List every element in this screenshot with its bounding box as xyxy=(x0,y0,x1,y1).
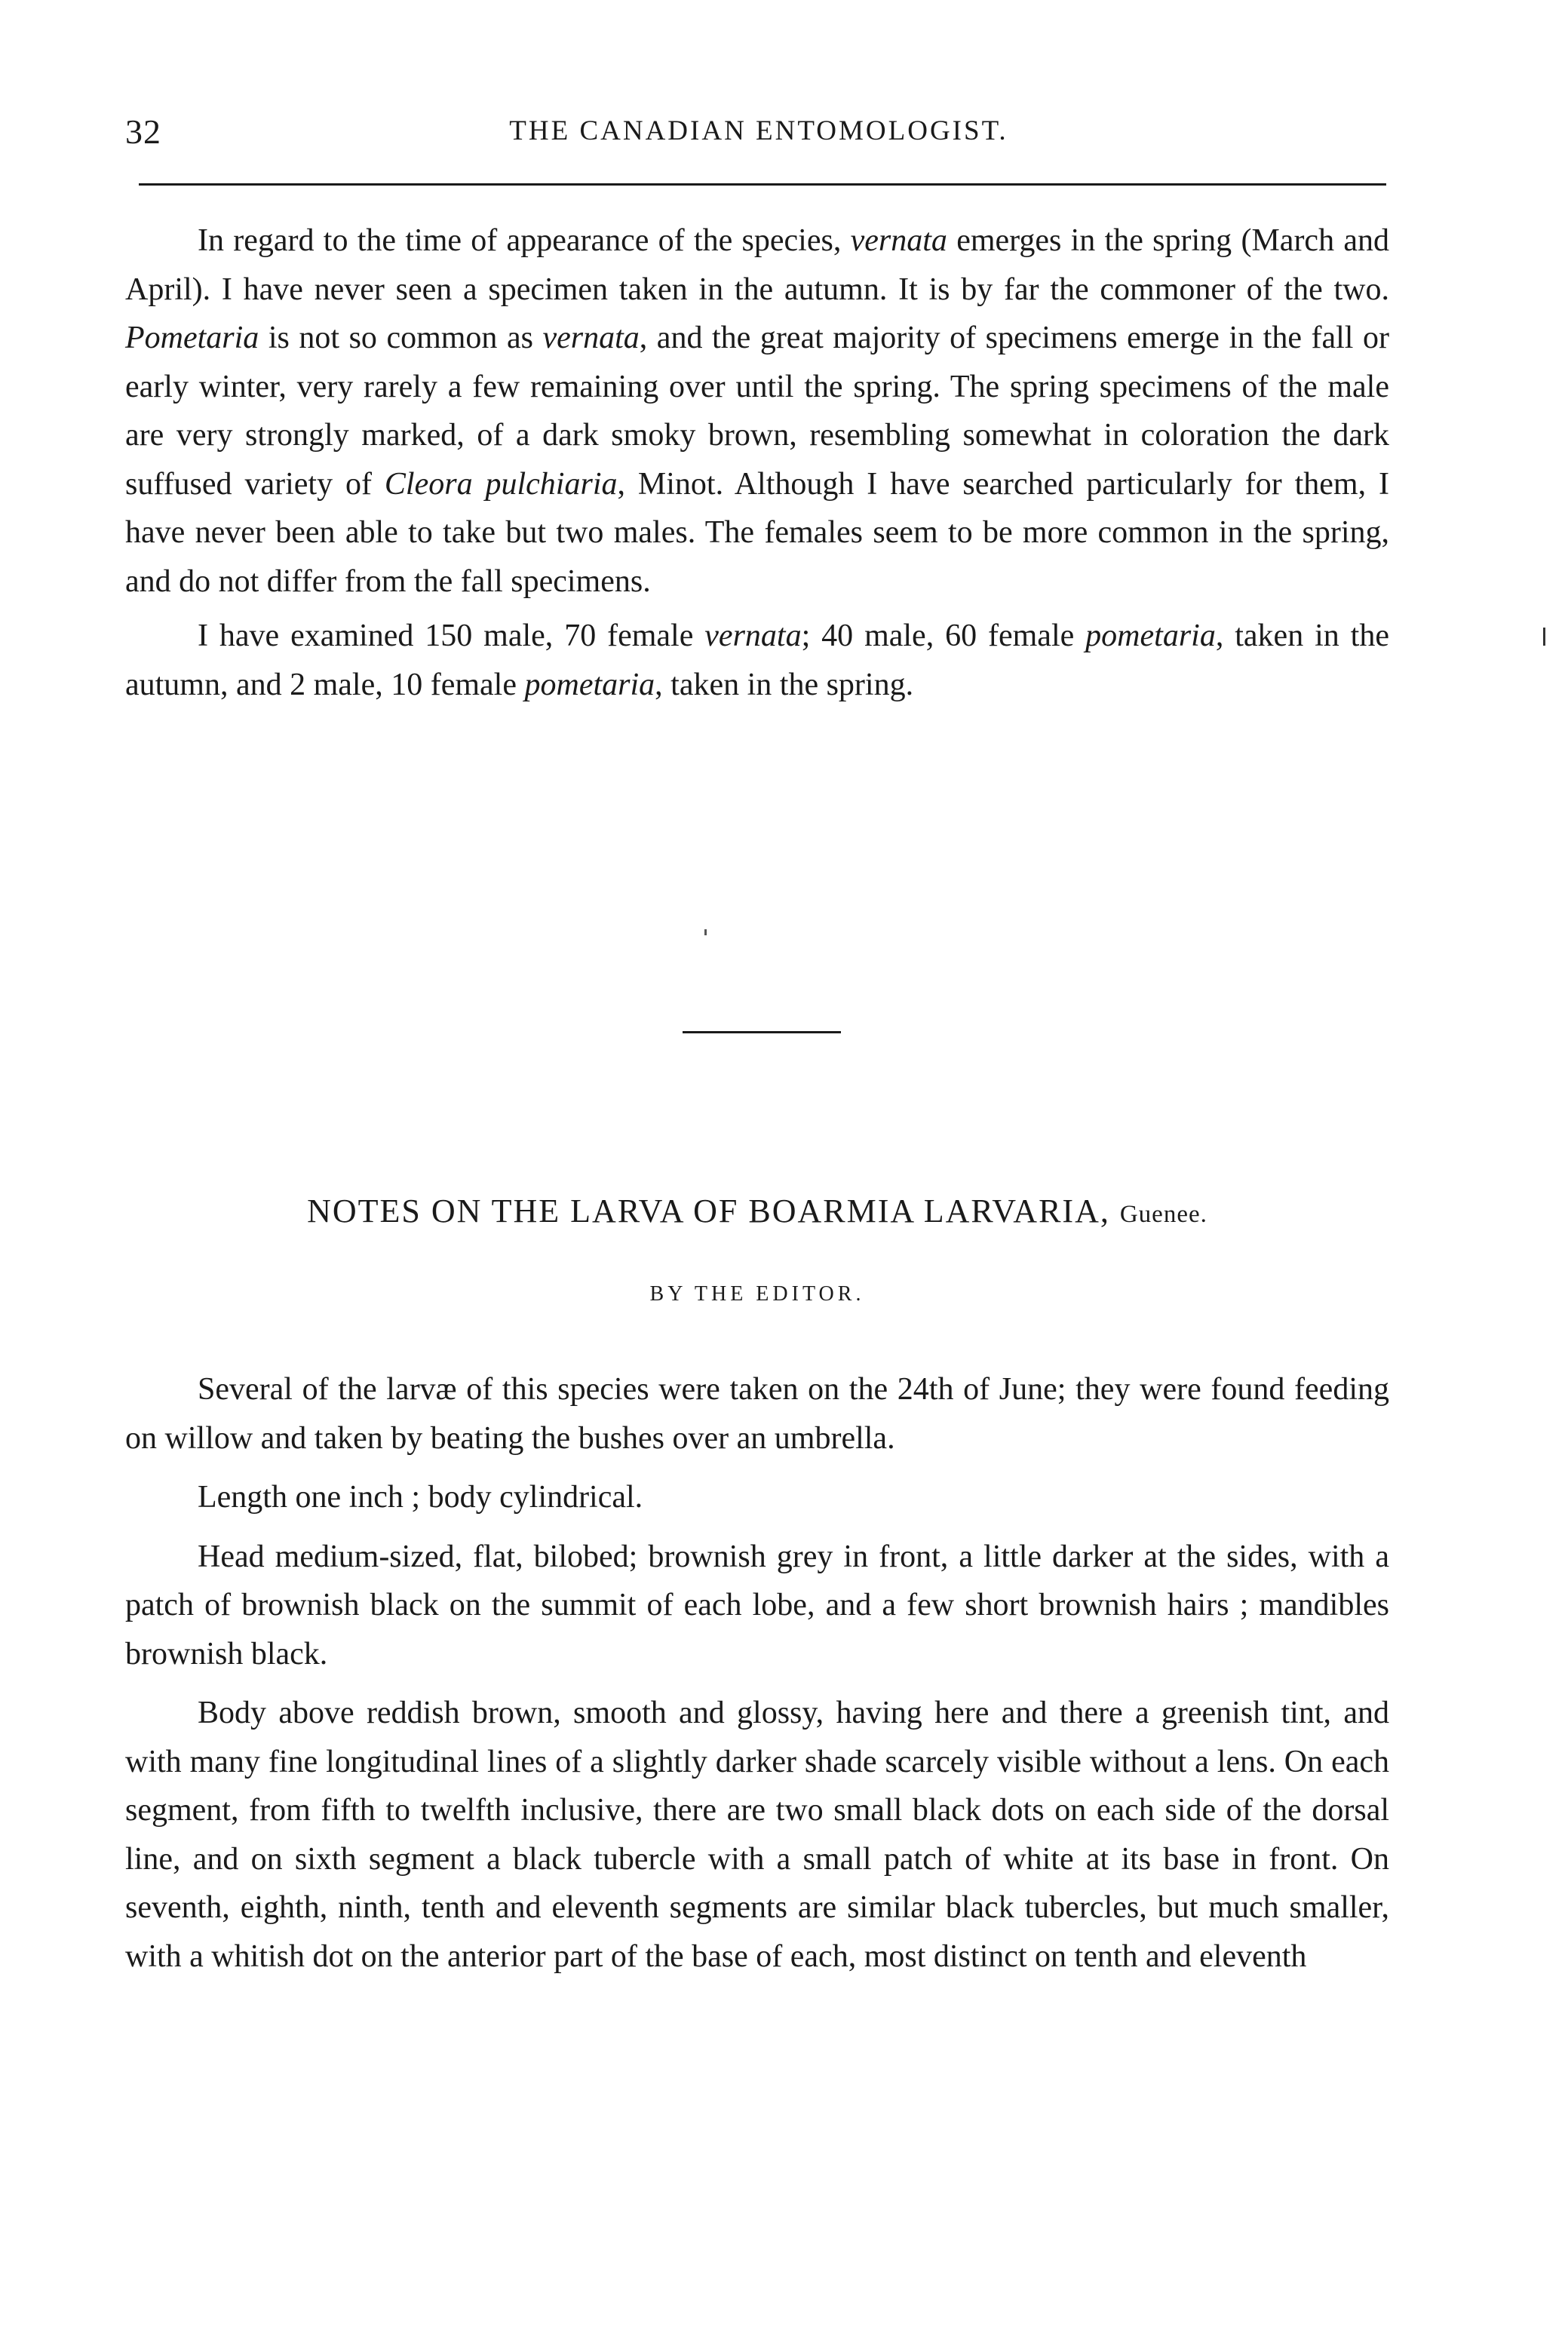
italic-term: Cleora pulchiaria xyxy=(384,466,618,502)
article-title-main: NOTES ON THE LARVA OF BOARMIA LARVARIA, xyxy=(307,1193,1120,1229)
section-two-text xyxy=(125,1365,1389,1981)
margin-mark xyxy=(1543,628,1545,646)
italic-term: pometaria xyxy=(524,667,655,702)
italic-term: vernata xyxy=(850,223,947,258)
italic-term: vernata xyxy=(542,321,640,355)
paragraph: In regard to the time of appearance of the species, vernata emerges in the spring (March and April). I have never seen a specimen taken in the autumn. It is by far the commoner of the two. Pometaria is not so common as vernata, and the great majority of specimens emerge in the fall or early winter, very rarely a few remaining over until the spring. The spring specimens of the male are very strongly marked, of a dark smoky brown, resembling somewhat in coloration the dark suffused variety of Cleora pulchiaria, Minot. Although I have searched particularly for them, I have never been able to take but two males. The females seem to be more common in the spring, and do not differ from the fall specimens. xyxy=(125,223,1389,599)
print-speck xyxy=(704,929,707,935)
header-rule xyxy=(139,183,1386,186)
article-byline: BY THE EDITOR. xyxy=(649,1282,865,1306)
paragraph: Length one inch ; body cylindrical. xyxy=(198,1480,643,1515)
paragraph: Body above reddish brown, smooth and glossy, having here and there a greenish tint, and with many fine longitudinal lines of a slightly darker shade scarcely visible without a lens. On each segment, from fifth to twelfth inclusive, there are two small black dots on each side of the dorsal line, and on sixth segment a black tubercle with a small patch of white at its base in front. On seventh, eighth, ninth, tenth and eleventh segments are similar black tubercles, but much smaller, with a whitish dot on the anterior part of the base of each, most distinct on tenth and eleventh xyxy=(125,1696,1389,1974)
article-title xyxy=(125,1192,1389,1230)
page-header xyxy=(125,112,1392,157)
section-one-text xyxy=(125,216,1389,709)
running-head: THE CANADIAN ENTOMOLOGIST. xyxy=(509,115,1008,146)
paragraph: Head medium-sized, flat, bilobed; brownish grey in front, a little darker at the sides, with a patch of brownish black on the summit of each lobe, and a few short brownish hairs ; mandibles brownish black. xyxy=(125,1539,1389,1671)
paragraph: I have examined 150 male, 70 female vernata; 40 male, 60 female pometaria, taken in the autumn, and 2 male, 10 female pometaria, taken in the spring. xyxy=(125,619,1389,702)
page-number: 32 xyxy=(125,112,161,151)
italic-term: vernata xyxy=(704,619,802,653)
section-divider-rule xyxy=(683,1031,841,1033)
paragraph: Several of the larvæ of this species were taken on the 24th of June; they were found feeding on willow and taken by beating the bushes over an umbrella. xyxy=(125,1372,1389,1456)
italic-term: pometaria xyxy=(1085,619,1216,653)
italic-term: Pometaria xyxy=(125,321,259,355)
article-title-author: Guenee. xyxy=(1119,1201,1207,1228)
